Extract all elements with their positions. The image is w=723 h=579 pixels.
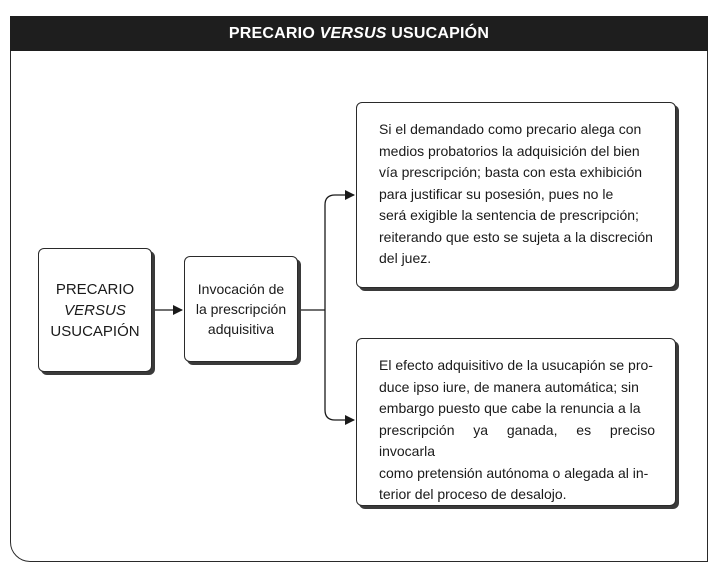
main-line3: USUCAPIÓN [50, 322, 140, 340]
main-line1: PRECARIO [55, 280, 135, 298]
invocation-line1: Invocación de [197, 281, 285, 297]
title-italic: VERSUS [319, 24, 387, 42]
top-line: para justificar su posesión, pues no le [379, 185, 614, 202]
top-line: reiterando que esto se sujeta a la discreción [379, 228, 653, 245]
bottom-line: embargo puesto que cabe la renuncia a la [379, 400, 641, 416]
arrow-to-top-node [325, 195, 354, 310]
node-precario-alega [356, 102, 676, 288]
bottom-line: como pretensión autónoma o alegada al in- [379, 464, 649, 481]
main-line2: VERSUS [64, 301, 126, 319]
invocation-line3: adquisitiva [207, 321, 275, 337]
title-prefix: PRECARIO [228, 24, 320, 42]
bottom-line: duce ipso iure, de manera automática; sin [379, 378, 639, 395]
top-line: del juez. [379, 250, 432, 266]
bottom-line: El efecto adquisitivo de la usucapión se pro- [379, 357, 653, 373]
bottom-line: terior del proceso de desalojo. [379, 486, 567, 502]
bottom-line: prescripción ya ganada, es preciso invocarla [379, 421, 655, 459]
node-efecto-adquisitivo [356, 338, 676, 506]
arrow-to-bottom-node [325, 310, 354, 420]
node-invocacion [184, 256, 298, 362]
top-line: medios probatorios la adquisición del bien [379, 142, 640, 159]
top-line: será exigible la sentencia de prescripción; [379, 207, 639, 223]
top-line: vía prescripción; basta con esta exhibición [379, 164, 643, 180]
title-suffix: USUCAPIÓN [386, 24, 490, 42]
top-line: Si el demandado como precario alega con [379, 121, 642, 137]
invocation-line2: la prescripción [195, 301, 287, 317]
node-precario-versus-usucapion [38, 248, 152, 372]
